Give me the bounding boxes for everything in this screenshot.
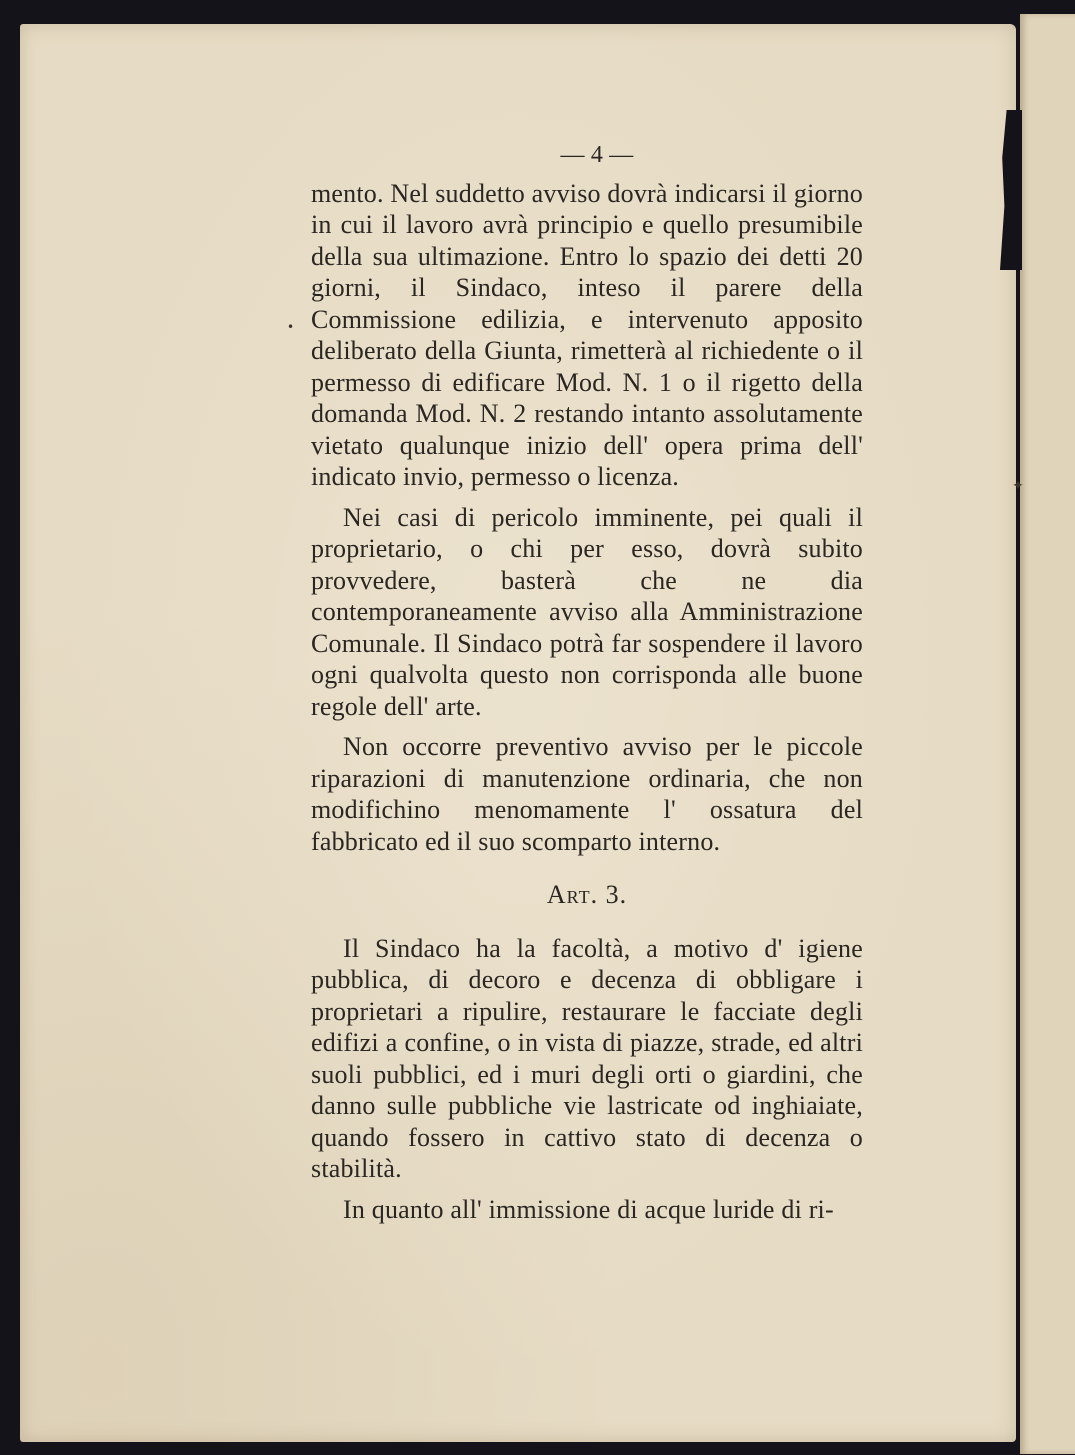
paragraph-1: mento. Nel suddetto avviso dovrà indicarsi il giorno in cui il lavoro avrà principio e quello presumibile della sua ultimazione. Entro lo spazio dei detti 20 giorni, il Sindaco, inteso il parere della Commissione edilizia, e intervenuto apposito deliberato della Giunta, rimetterà al richiedente o il permesso di edificare Mod. N. 1 o il rigetto della domanda Mod. N. 2 restando intanto assolutamente vietato qualunque inizio dell' opera prima dell' indicato invio, permesso o licenza. [311,178,863,491]
paragraph-2: Nei casi di pericolo imminente, pei quali il proprietario, o chi per esso, dovrà subito provvedere, basterà che ne dia contemporaneamente avviso alla Amministrazione Comunale. Il Sindaco potrà far sospendere il lavoro ogni qualvolta questo non corrisponda alle buone regole dell' arte. [311,502,863,721]
margin-mark: ✦ [1012,478,1024,494]
article-heading: Art. 3. [546,880,628,909]
paragraph-3: Non occorre preventivo avviso per le piccole riparazioni di manutenzione ordinaria, che non modifichino menomamente l' ossatura del fabbricato ed il suo scomparto interno. [311,732,863,856]
paragraph-4: Il Sindaco ha la facoltà, a motivo d' igiene pubblica, di decoro e decenza di obbligare i proprietari a ripulire, restaurare le facciate degli edifizi a confine, o in vista di piazze, strade, ed altri suoli pubblici, ed i muri degli orti o giardini, che danno sulle pubbliche vie lastricate od inghiaiate, quando fossero in cattivo stato di decenza o stabilità. [311,933,863,1183]
paragraph-5: In quanto all' immissione di acque luride di ri- [343,1194,834,1224]
text-column [311,140,863,1234]
adjacent-page-edge [1020,14,1075,1454]
page-number: — 4 — [560,142,634,168]
ink-speck: • [287,320,295,334]
